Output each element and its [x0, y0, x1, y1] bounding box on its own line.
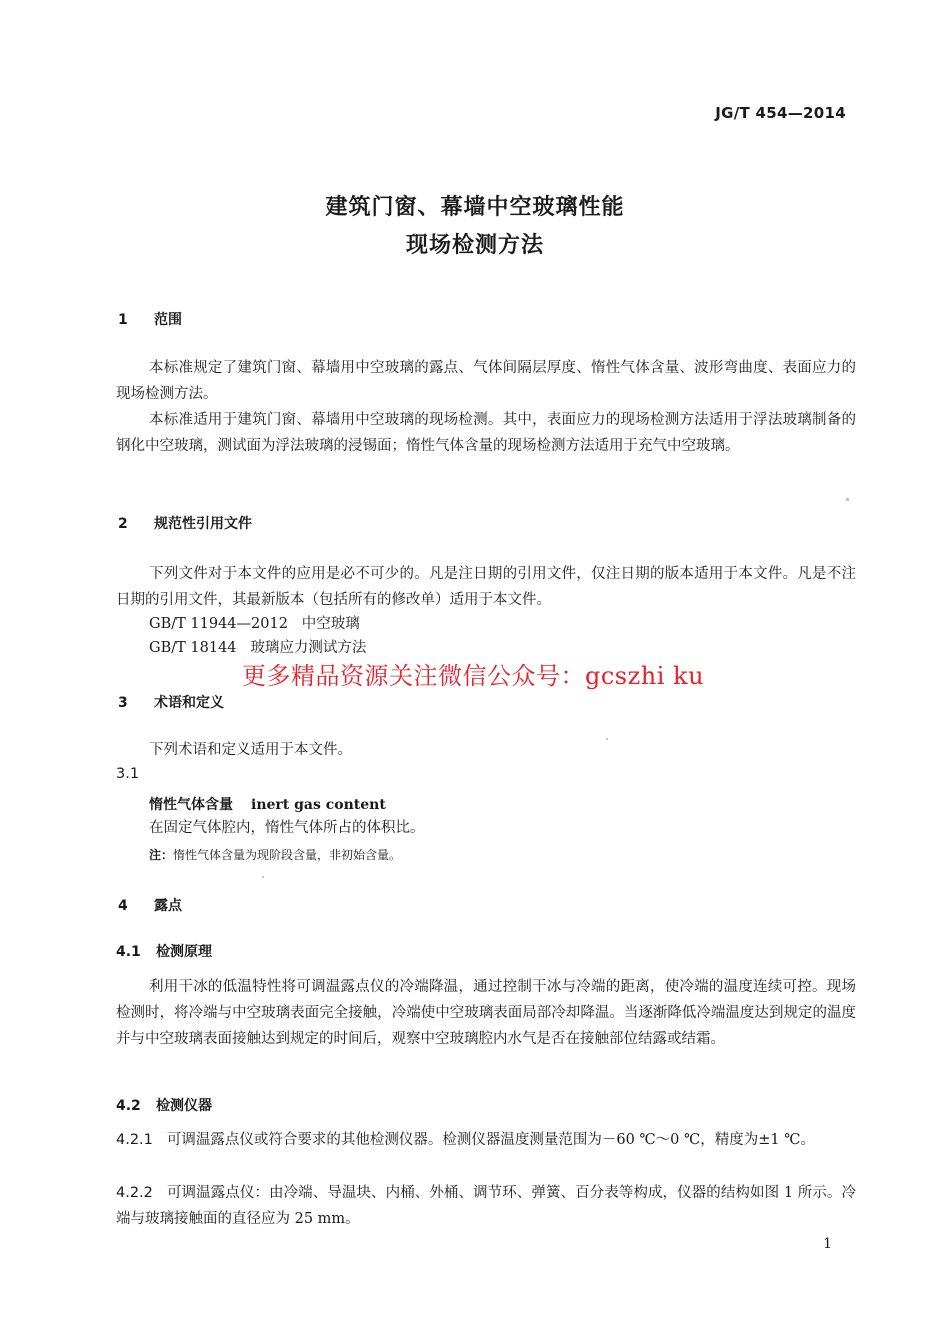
term-english: inert gas content — [251, 797, 386, 813]
document-title-line1: 建筑门窗、幕墙中空玻璃性能 — [325, 195, 625, 220]
term-note — [149, 846, 401, 863]
reference-item: GB/T 11944—2012 中空玻璃 — [149, 616, 360, 632]
section-number: 4 — [118, 898, 128, 914]
term-heading — [149, 794, 386, 814]
reference-item: GB/T 18144 玻璃应力测试方法 — [149, 640, 367, 656]
section-2-paragraph: 下列文件对于本文件的应用是必不可少的。凡是注日期的引用文件，仅注日期的版本适用于本文件。凡是不注日期的引用文件，其最新版本（包括所有的修改单）适用于本文件。 — [116, 566, 856, 608]
section-number: 2 — [118, 516, 128, 532]
scan-speck — [262, 876, 264, 878]
section-1-paragraph-1: 本标准规定了建筑门窗、幕墙用中空玻璃的露点、气体间隔层厚度、惰性气体含量、波形弯曲度、表面应力的现场检测方法。 — [116, 360, 856, 402]
term-definition: 在固定气体腔内，惰性气体所占的体积比。 — [149, 820, 425, 836]
section-title: 范围 — [154, 312, 182, 328]
standard-code: JG/T 454—2014 — [715, 104, 846, 122]
scan-speck — [606, 738, 608, 740]
clause-text: 可调温露点仪或符合要求的其他检测仪器。检测仪器温度测量范围为－60 ℃～0 ℃，精度为±1 ℃。 — [166, 1132, 815, 1148]
section-1-heading — [118, 309, 182, 329]
section-number: 1 — [118, 312, 128, 328]
section-number: 3 — [118, 695, 128, 711]
section-title: 规范性引用文件 — [154, 516, 252, 532]
subsection-number: 4.1 — [116, 944, 141, 960]
section-title: 术语和定义 — [154, 695, 224, 711]
clause-number: 4.2.1 — [116, 1132, 153, 1148]
subsection-title: 检测原理 — [156, 944, 212, 960]
term-number: 3.1 — [116, 766, 140, 782]
subsection-4-1-paragraph: 利用干冰的低温特性将可调温露点仪的冷端降温，通过控制干冰与冷端的距离，使冷端的温度连续可控。现场检测时，将冷端与中空玻璃表面完全接触，冷端使中空玻璃表面局部冷却降温。当逐渐降低冷端温度达到规定的温度并与中空玻璃表面接触达到规定的时间后，观察中空玻璃腔内水气是否在接触部位结露或结霜。 — [116, 979, 856, 1047]
subsection-4-1-heading — [116, 941, 212, 961]
section-title: 露点 — [154, 898, 182, 914]
clause-number: 4.2.2 — [116, 1185, 153, 1201]
clause-4-2-2 — [116, 1180, 856, 1232]
note-label: 注： — [149, 848, 174, 862]
watermark-text: 更多精品资源关注微信公众号：gcszhi ku — [242, 662, 705, 690]
clause-4-2-1 — [116, 1127, 856, 1153]
scan-speck — [846, 498, 849, 501]
section-2-heading — [118, 513, 252, 533]
section-3-heading — [118, 692, 224, 712]
term-chinese: 惰性气体含量 — [149, 797, 233, 813]
subsection-number: 4.2 — [116, 1098, 141, 1114]
section-3-paragraph: 下列术语和定义适用于本文件。 — [149, 742, 352, 758]
note-text: 惰性气体含量为现阶段含量，非初始含量。 — [173, 848, 402, 862]
section-1-paragraph-2: 本标准适用于建筑门窗、幕墙用中空玻璃的现场检测。其中，表面应力的现场检测方法适用于浮法玻璃制备的钢化中空玻璃，测试面为浮法玻璃的浸锡面；惰性气体含量的现场检测方法适用于充气中空玻璃。 — [116, 412, 856, 454]
page-number: 1 — [823, 1236, 832, 1252]
subsection-4-2-heading — [116, 1095, 212, 1115]
section-4-heading — [118, 895, 182, 915]
clause-text: 可调温露点仪：由冷端、导温块、内桶、外桶、调节环、弹簧、百分表等构成，仪器的结构如图 1 所示。冷端与玻璃接触面的直径应为 25 mm。 — [116, 1185, 856, 1227]
subsection-title: 检测仪器 — [156, 1098, 212, 1114]
document-title-line2: 现场检测方法 — [405, 233, 544, 258]
